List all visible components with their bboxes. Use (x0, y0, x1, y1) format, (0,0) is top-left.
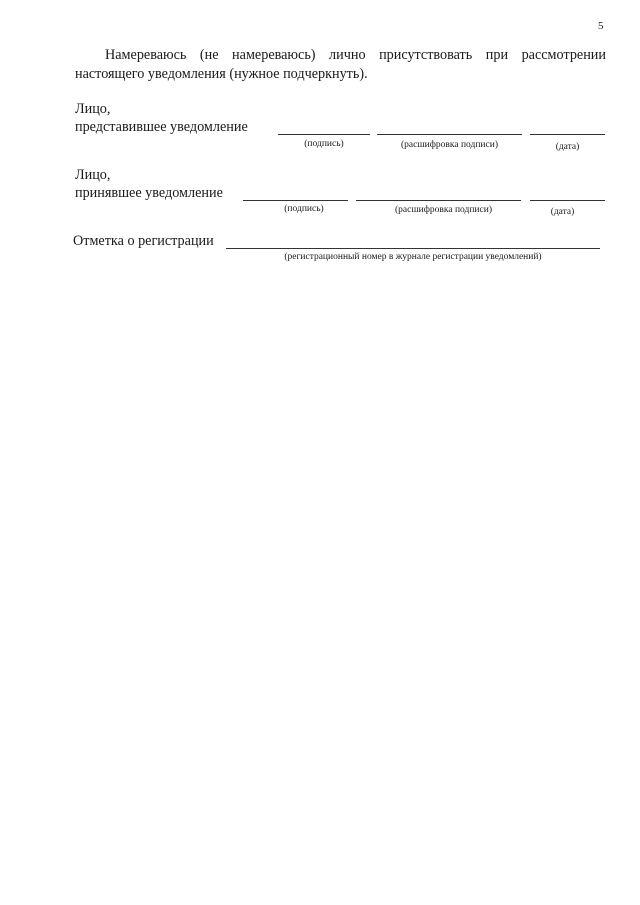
receiver-decoding-caption: (расшифровка подписи) (395, 205, 492, 215)
intent-line-2: настоящего уведомления (нужное подчеркнуть). (75, 66, 368, 82)
receiver-label-line-2: принявшее уведомление (75, 185, 223, 201)
submitter-label-line-2: представившее уведомление (75, 119, 248, 135)
submitter-date-caption: (дата) (555, 142, 580, 152)
submitter-signature-caption: (подпись) (304, 139, 344, 149)
receiver-date-line[interactable] (530, 200, 605, 201)
submitter-date-line[interactable] (530, 134, 605, 135)
submitter-label-line-1: Лицо, (75, 101, 111, 117)
submitter-decoding-line[interactable] (377, 134, 522, 135)
registration-line[interactable] (226, 248, 600, 249)
receiver-date-caption: (дата) (550, 207, 575, 217)
receiver-label-line-1: Лицо, (75, 167, 111, 183)
receiver-signature-line[interactable] (243, 200, 348, 201)
receiver-decoding-line[interactable] (356, 200, 521, 201)
intent-paragraph (75, 46, 606, 84)
page-number: 5 (598, 20, 604, 32)
submitter-decoding-caption: (расшифровка подписи) (401, 140, 498, 150)
receiver-signature-caption: (подпись) (284, 204, 324, 214)
intent-line-1: Намереваюсь (не намереваюсь) лично присутствовать при рассмотрении (105, 47, 606, 63)
registration-label: Отметка о регистрации (73, 233, 214, 249)
submitter-signature-line[interactable] (278, 134, 370, 135)
registration-caption: (регистрационный номер в журнале регистрации уведомлений) (284, 252, 542, 262)
